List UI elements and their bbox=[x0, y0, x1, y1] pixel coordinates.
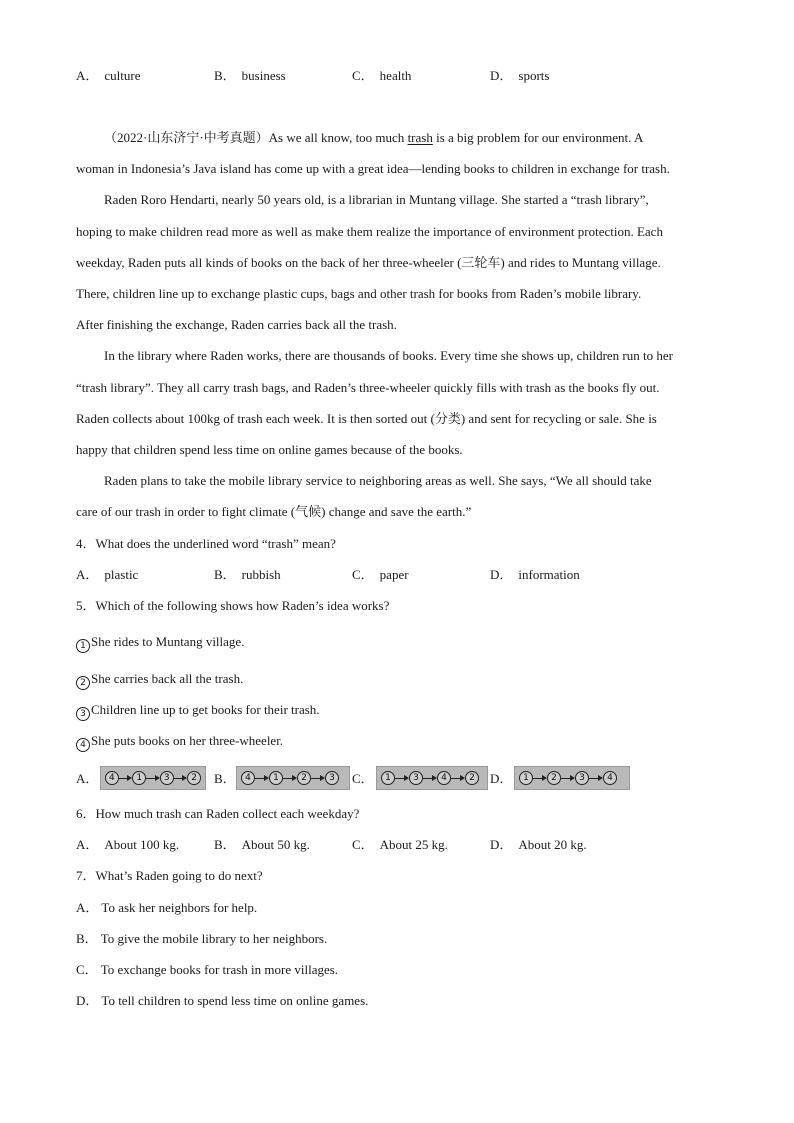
passage-source: （2022·山东济宁·中考真题） bbox=[104, 130, 269, 145]
q4-option-d[interactable]: D． information bbox=[490, 567, 580, 582]
q4-options bbox=[76, 567, 716, 583]
arrow-right-icon bbox=[255, 774, 269, 782]
sequence-image: 4 1 2 3 bbox=[236, 766, 350, 790]
circled-number: 4 bbox=[76, 738, 90, 752]
passage-line: “trash library”. They all carry trash bags, and Raden’s three-wheeler quickly fills with trash as the books fly out. bbox=[76, 380, 660, 395]
circled-number: 2 bbox=[76, 676, 90, 690]
arrow-right-icon bbox=[174, 774, 188, 782]
sequence-image: 4 1 3 2 bbox=[100, 766, 206, 790]
q6-option-a[interactable]: A． About 100 kg. bbox=[76, 837, 180, 852]
passage-line: woman in Indonesia’s Java island has come up with a great idea—lending books to children in exchange for trash. bbox=[76, 161, 670, 176]
passage-line: happy that children spend less time on online games because of the books. bbox=[76, 442, 463, 457]
q6-option-b[interactable]: B． About 50 kg. bbox=[214, 837, 310, 852]
passage-line: （2022·山东济宁·中考真题）As we all know, too much trash is a big problem for our environment. A bbox=[104, 130, 644, 145]
q3-option-d[interactable]: D． sports bbox=[490, 68, 550, 83]
passage-line: weekday, Raden puts all kinds of books on the back of her three-wheeler (三轮车) and rides to Muntang village. bbox=[76, 255, 661, 270]
passage-line: Raden collects about 100kg of trash each week. It is then sorted out (分类) and sent for recycling or sale. She is bbox=[76, 411, 657, 426]
q5-step: 2 She carries back all the trash. bbox=[76, 671, 243, 690]
q3-option-a[interactable]: A． culture bbox=[76, 68, 141, 83]
q3-option-b[interactable]: B． business bbox=[214, 68, 286, 83]
arrow-right-icon bbox=[589, 774, 603, 782]
passage-line: care of our trash in order to fight climate (气候) change and save the earth.” bbox=[76, 504, 472, 519]
q5-options: A． 4 1 3 2 B． 4 1 2 3 C． 1 3 4 2 D． 1 2 3 4 bbox=[76, 766, 716, 792]
arrow-right-icon bbox=[283, 774, 297, 782]
q4-option-b[interactable]: B． rubbish bbox=[214, 567, 281, 582]
arrow-right-icon bbox=[146, 774, 160, 782]
q5-step: 4 She puts books on her three-wheeler. bbox=[76, 733, 283, 752]
underlined-word: trash bbox=[407, 130, 433, 145]
arrow-right-icon bbox=[395, 774, 409, 782]
q4-option-c[interactable]: C． paper bbox=[352, 567, 409, 582]
q3-option-c[interactable]: C． health bbox=[352, 68, 412, 83]
arrow-right-icon bbox=[423, 774, 437, 782]
passage-line: hoping to make children read more as well as make them realize the importance of environment protection. Each bbox=[76, 224, 663, 239]
q7-option-c[interactable]: C． To exchange books for trash in more villages. bbox=[76, 962, 339, 977]
q7-option-d[interactable]: D． To tell children to spend less time on online games. bbox=[76, 993, 369, 1008]
circled-number: 3 bbox=[76, 707, 90, 721]
passage-line: There, children line up to exchange plastic cups, bags and other trash for books from Raden’s mobile library. bbox=[76, 286, 642, 301]
q5-step: 1 She rides to Muntang village. bbox=[76, 634, 244, 653]
arrow-right-icon bbox=[561, 774, 575, 782]
q5-step: 3 Children line up to get books for their trash. bbox=[76, 702, 320, 721]
q7-option-b[interactable]: B． To give the mobile library to her neighbors. bbox=[76, 931, 328, 946]
q6-options bbox=[76, 837, 716, 853]
passage-line: Raden Roro Hendarti, nearly 50 years old, is a librarian in Muntang village. She started a “trash library”, bbox=[104, 192, 649, 207]
q6-stem: 6．How much trash can Raden collect each weekday? bbox=[76, 806, 360, 821]
q7-stem: 7．What’s Raden going to do next? bbox=[76, 868, 263, 883]
q6-option-c[interactable]: C． About 25 kg. bbox=[352, 837, 448, 852]
arrow-right-icon bbox=[119, 774, 133, 782]
sequence-image: 1 3 4 2 bbox=[376, 766, 488, 790]
q4-stem: 4．What does the underlined word “trash” mean? bbox=[76, 536, 336, 551]
passage-line: In the library where Raden works, there are thousands of books. Every time she shows up, children run to her bbox=[104, 348, 673, 363]
passage-line: After finishing the exchange, Raden carries back all the trash. bbox=[76, 317, 397, 332]
passage-line: Raden plans to take the mobile library service to neighboring areas as well. She says, “We all should take bbox=[104, 473, 652, 488]
q5-stem: 5．Which of the following shows how Raden’s idea works? bbox=[76, 598, 390, 613]
circled-number: 1 bbox=[76, 639, 90, 653]
q7-option-a[interactable]: A． To ask her neighbors for help. bbox=[76, 900, 258, 915]
q6-option-d[interactable]: D． About 20 kg. bbox=[490, 837, 587, 852]
arrow-right-icon bbox=[533, 774, 547, 782]
sequence-image: 1 2 3 4 bbox=[514, 766, 630, 790]
q4-option-a[interactable]: A． plastic bbox=[76, 567, 139, 582]
q3-options bbox=[76, 68, 716, 84]
arrow-right-icon bbox=[311, 774, 325, 782]
arrow-right-icon bbox=[451, 774, 465, 782]
